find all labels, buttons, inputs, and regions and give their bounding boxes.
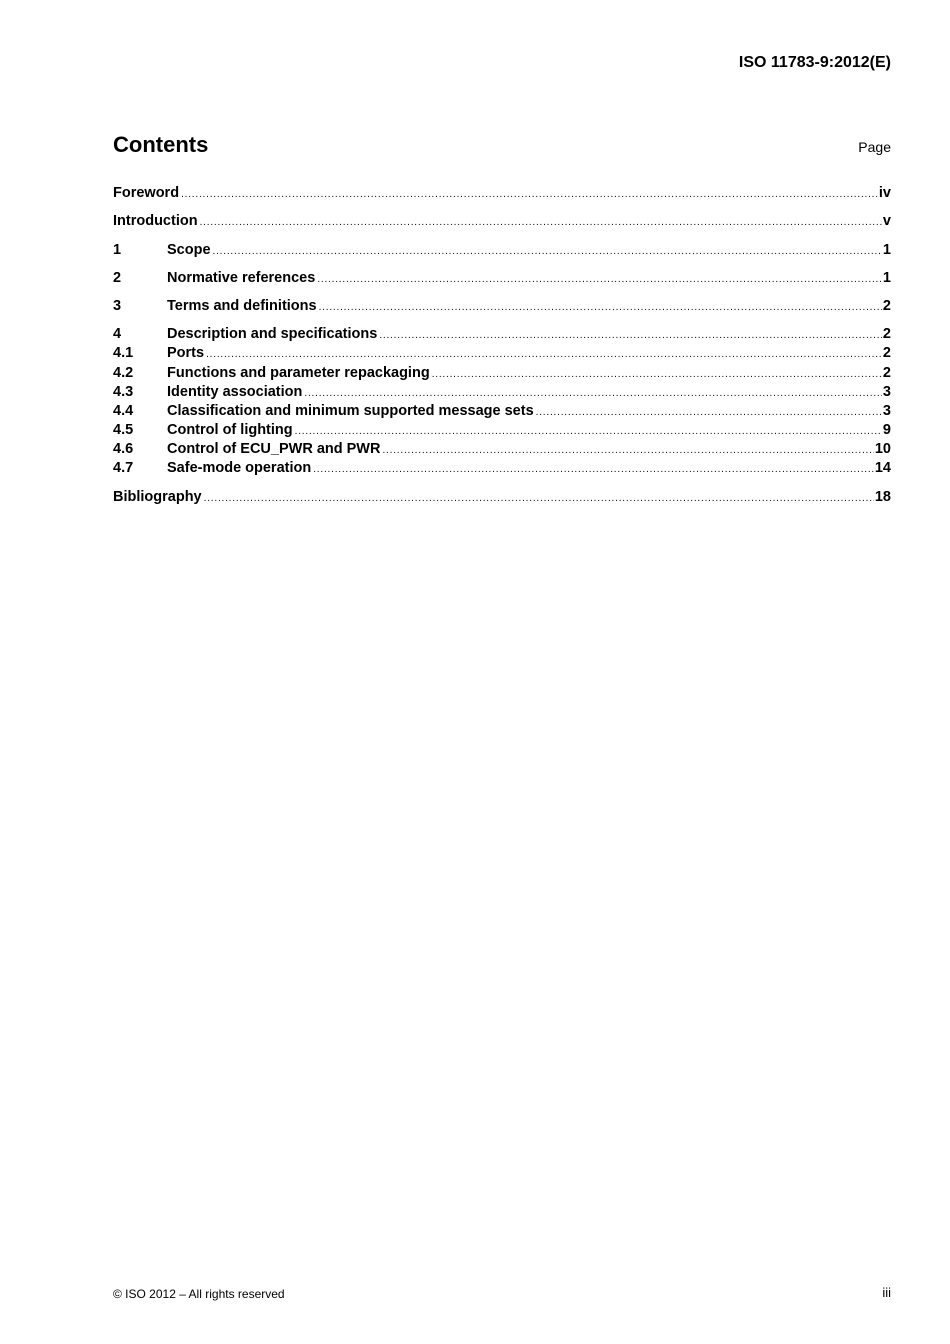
toc-entry-title: Safe-mode operation (167, 460, 312, 476)
toc-entry-title: Control of lighting (167, 422, 293, 438)
toc-entry-title: Foreword (113, 185, 180, 201)
toc-entry-page: v (882, 213, 891, 229)
toc-leader-dots (382, 442, 873, 460)
footer-copyright: © ISO 2012 – All rights reserved (113, 1287, 285, 1301)
toc-entry-title: Introduction (113, 213, 198, 229)
toc-entry-title: Description and specifications (167, 326, 378, 342)
toc-entry-title: Functions and parameter repackaging (167, 365, 430, 381)
toc-entry-title: Ports (167, 345, 205, 361)
toc-entry-page: 2 (882, 345, 891, 361)
toc-leader-dots (379, 327, 882, 345)
toc-entry-title: Terms and definitions (167, 298, 317, 314)
toc-entry-ports[interactable] (113, 344, 891, 362)
toc-entry-title: Identity association (167, 384, 303, 400)
toc-entry-normative-references[interactable] (113, 269, 891, 287)
toc-entry-safe-mode-operation[interactable] (113, 459, 891, 477)
toc-entry-title: Normative references (167, 270, 316, 286)
toc-entry-introduction[interactable] (113, 212, 891, 230)
toc-entry-scope[interactable] (113, 241, 891, 259)
toc-entry-title: Bibliography (113, 489, 202, 505)
toc-leader-dots (432, 366, 882, 384)
toc-leader-dots (317, 271, 882, 289)
document-id: ISO 11783-9:2012(E) (738, 54, 891, 71)
toc-entry-number: 2 (113, 270, 122, 286)
toc-entry-number: 3 (113, 298, 122, 314)
toc-leader-dots (536, 404, 882, 422)
toc-entry-number: 4.3 (113, 384, 134, 400)
toc-entry-page: 18 (874, 489, 891, 505)
toc-entry-description-and-specifications[interactable] (113, 325, 891, 343)
toc-entry-page: 14 (874, 460, 891, 476)
toc-entry-page: iv (878, 185, 891, 201)
toc-entry-page: 2 (882, 365, 891, 381)
toc-leader-dots (295, 423, 882, 441)
toc-leader-dots (319, 299, 882, 317)
toc-leader-dots (313, 461, 874, 479)
toc-entry-number: 1 (113, 242, 122, 258)
toc-entry-control-of-ecu-pwr-and-pwr[interactable] (113, 440, 891, 458)
toc-entry-number: 4.1 (113, 345, 134, 361)
toc-entry-number: 4.7 (113, 460, 134, 476)
toc-leader-dots (204, 490, 874, 508)
toc-entry-page: 9 (882, 422, 891, 438)
toc-entry-identity-association[interactable] (113, 383, 891, 401)
toc-entry-foreword[interactable] (113, 184, 891, 202)
toc-entry-classification-and-minimum-supported-message-sets[interactable] (113, 402, 891, 420)
toc-entry-page: 2 (882, 326, 891, 342)
contents-heading: Contents (113, 132, 209, 157)
toc-entry-control-of-lighting[interactable] (113, 421, 891, 439)
toc-entry-page: 1 (882, 242, 891, 258)
toc-entry-page: 3 (882, 384, 891, 400)
toc-entry-number: 4.6 (113, 441, 134, 457)
toc-leader-dots (206, 346, 882, 364)
footer-page-number: iii (882, 1285, 891, 1300)
toc-entry-bibliography[interactable] (113, 488, 891, 506)
toc-entry-number: 4 (113, 326, 122, 342)
toc-entry-title: Control of ECU_PWR and PWR (167, 441, 381, 457)
toc-entry-terms-and-definitions[interactable] (113, 297, 891, 315)
toc-leader-dots (200, 214, 882, 232)
toc-entry-functions-and-parameter-repackaging[interactable] (113, 364, 891, 382)
toc-leader-dots (304, 385, 882, 403)
page-column-label: Page (858, 139, 891, 155)
toc-entry-number: 4.2 (113, 365, 134, 381)
toc-entry-page: 10 (874, 441, 891, 457)
toc-entry-page: 2 (882, 298, 891, 314)
toc-entry-title: Classification and minimum supported message sets (167, 403, 534, 419)
toc-leader-dots (181, 186, 878, 204)
toc-entry-number: 4.4 (113, 403, 134, 419)
toc-entry-page: 3 (882, 403, 891, 419)
toc-entry-title: Scope (167, 242, 211, 258)
toc-leader-dots (213, 243, 882, 261)
toc-entry-page: 1 (882, 270, 891, 286)
toc-entry-number: 4.5 (113, 422, 134, 438)
